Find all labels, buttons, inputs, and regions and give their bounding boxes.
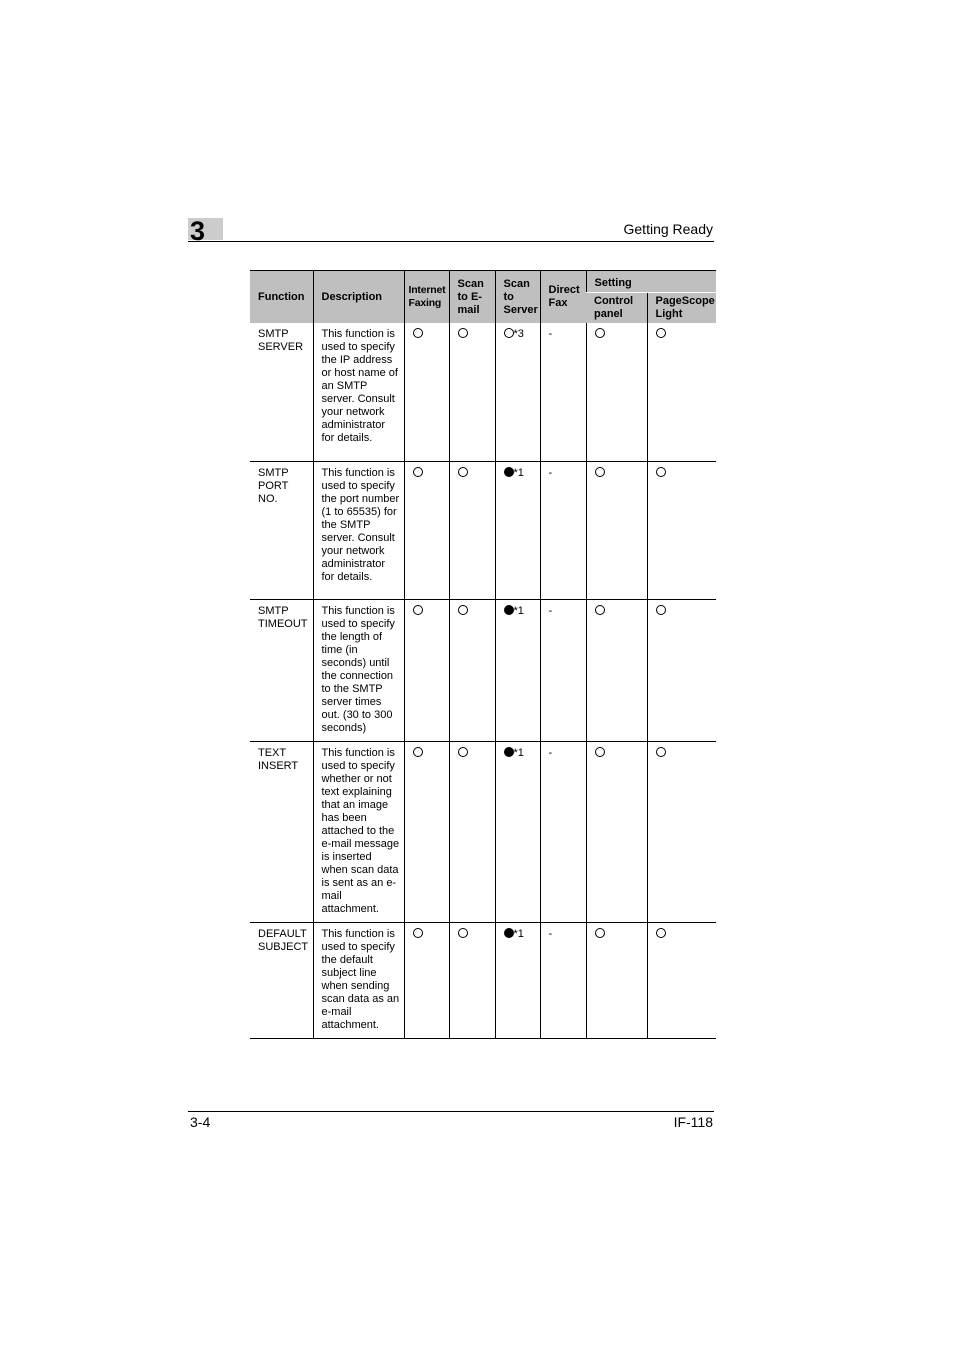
function-cell: SMTP PORT NO.	[250, 461, 313, 599]
direct-fax-value: -	[548, 746, 553, 759]
direct-fax-value: -	[548, 604, 553, 617]
header-control-panel: Control panel	[586, 293, 647, 324]
scan-to-server-note: *1	[513, 604, 524, 617]
supported-circle-icon	[656, 747, 666, 757]
filled-circle-icon	[504, 747, 514, 757]
function-cell: TEXT INSERT	[250, 741, 313, 922]
header-description: Description	[313, 271, 404, 324]
direct-fax-value: -	[548, 328, 553, 340]
supported-circle-icon	[656, 928, 666, 938]
description-cell: This function is used to specify the IP address or host name of an SMTP server. Consult your network administrator for details.	[313, 323, 404, 461]
function-cell: SMTP TIMEOUT	[250, 599, 313, 741]
page-number: 3-4	[190, 1114, 211, 1130]
header-internet-faxing: Internet Faxing	[404, 271, 449, 324]
supported-circle-icon	[458, 605, 468, 615]
header-scan-to-email: Scan to E-mail	[449, 271, 495, 324]
supported-circle-icon	[595, 928, 605, 938]
supported-circle-icon	[504, 328, 514, 338]
header-direct-fax: Direct Fax	[540, 271, 586, 324]
supported-circle-icon	[413, 605, 423, 615]
description-cell: This function is used to specify the port number (1 to 65535) for the SMTP server. Consult your network administrator for details.	[313, 461, 404, 599]
supported-circle-icon	[413, 328, 423, 338]
table-row	[250, 323, 716, 461]
supported-circle-icon	[595, 747, 605, 757]
product-name: IF-118	[673, 1114, 713, 1130]
header-scan-to-server: Scan to Server	[495, 271, 540, 324]
chapter-number: 3	[190, 216, 206, 246]
supported-circle-icon	[458, 928, 468, 938]
header-setting: Setting	[586, 271, 716, 293]
supported-circle-icon	[656, 605, 666, 615]
direct-fax-value: -	[548, 466, 553, 479]
table-row	[250, 461, 716, 599]
scan-to-server-note: *3	[513, 328, 524, 340]
supported-circle-icon	[413, 467, 423, 477]
scan-to-server-note: *1	[513, 927, 524, 940]
table-row	[250, 599, 716, 741]
supported-circle-icon	[458, 328, 468, 338]
filled-circle-icon	[504, 467, 514, 477]
footer-rule	[188, 1111, 714, 1112]
description-cell: This function is used to specify the default subject line when sending scan data as an e-mail attachment.	[313, 922, 404, 1038]
supported-circle-icon	[656, 328, 666, 338]
settings-table	[250, 270, 716, 1039]
scan-to-server-note: *1	[513, 746, 524, 759]
header-pagescope-light: PageScope Light	[647, 293, 716, 324]
direct-fax-value: -	[548, 927, 553, 940]
filled-circle-icon	[504, 928, 514, 938]
supported-circle-icon	[413, 747, 423, 757]
supported-circle-icon	[595, 328, 605, 338]
supported-circle-icon	[458, 747, 468, 757]
scan-to-server-note: *1	[513, 466, 524, 479]
function-cell: DEFAULT SUBJECT	[250, 922, 313, 1038]
filled-circle-icon	[504, 605, 514, 615]
running-header-title: Getting Ready	[623, 221, 713, 237]
table-row	[250, 741, 716, 922]
description-cell: This function is used to specify whether or not text explaining that an image has been attached to the e-mail message is inserted when scan data is sent as an e-mail attachment.	[313, 741, 404, 922]
supported-circle-icon	[595, 605, 605, 615]
supported-circle-icon	[595, 467, 605, 477]
header-rule	[188, 241, 714, 242]
supported-circle-icon	[413, 928, 423, 938]
supported-circle-icon	[458, 467, 468, 477]
header-function: Function	[250, 271, 313, 324]
function-cell: SMTP SERVER	[250, 323, 313, 461]
supported-circle-icon	[656, 467, 666, 477]
table-row	[250, 922, 716, 1038]
description-cell: This function is used to specify the length of time (in seconds) until the connection to the SMTP server times out. (30 to 300 seconds)	[313, 599, 404, 741]
